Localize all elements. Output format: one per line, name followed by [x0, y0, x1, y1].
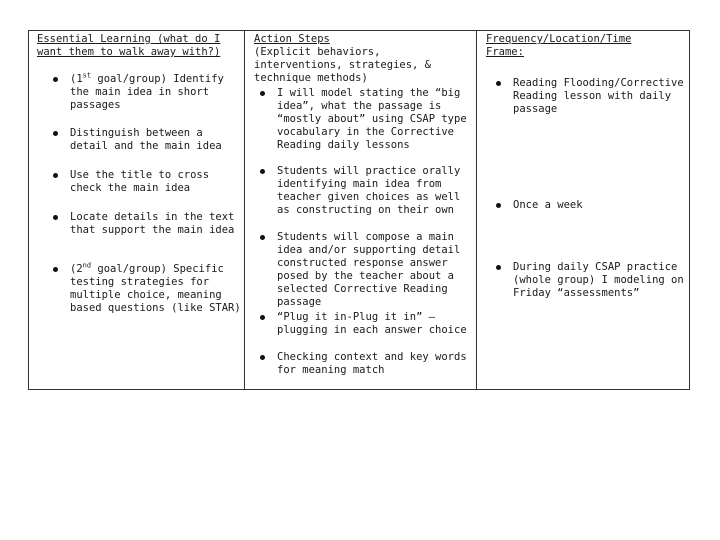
action-steps-column — [246, 31, 477, 389]
list-item-text: Distinguish between a detail and the main idea — [70, 127, 222, 152]
bullet-icon — [260, 91, 265, 96]
list-item — [260, 165, 474, 217]
bullet-icon — [260, 355, 265, 360]
list-item-text: I will model stating the “big idea”, what the passage is “mostly about” using CSAP type vocabulary in the Corrective Reading daily lessons — [277, 87, 467, 151]
bullet-icon — [53, 131, 58, 136]
header-line: want them to walk away with?) — [37, 46, 221, 58]
bullet-icon — [53, 215, 58, 220]
list-item — [53, 127, 243, 153]
list-item — [53, 73, 243, 112]
header-line: Frequency/Location/Time — [486, 33, 632, 45]
bullet-icon — [53, 267, 58, 272]
bullet-icon — [496, 203, 501, 208]
list-item — [260, 351, 474, 377]
list-item-text: Once a week — [513, 199, 583, 211]
list-item — [260, 231, 474, 309]
list-item — [53, 263, 243, 315]
column-header-essential-learning — [29, 31, 244, 59]
bullet-icon — [260, 315, 265, 320]
list-item — [260, 311, 474, 337]
bullet-icon — [260, 169, 265, 174]
list-item-text: Use the title to cross check the main idea — [70, 169, 210, 194]
list-item — [53, 169, 243, 195]
bullet-icon — [496, 265, 501, 270]
list-item-text: During daily CSAP practice (whole group) I modeling on Friday “assessments” — [513, 261, 684, 299]
list-item-text: Students will compose a main idea and/or supporting detail constructed response answer posed by the teacher about a selected Corrective Reading passage — [277, 231, 461, 308]
list-item — [496, 199, 688, 212]
list-item — [260, 87, 474, 152]
list-item-text: Locate details in the text that support the main idea — [70, 211, 235, 236]
header-line: (Explicit behaviors, interventions, strategies, & technique methods) — [254, 46, 432, 84]
column-header-frequency — [478, 31, 689, 59]
bullet-icon — [53, 77, 58, 82]
list-item — [53, 211, 243, 237]
planning-table — [28, 30, 690, 390]
list-item-text: “Plug it in-Plug it in” – plugging in each answer choice — [277, 311, 467, 336]
list-item — [496, 261, 688, 300]
list-item-text: Checking context and key words for meaning match — [277, 351, 467, 376]
header-line: Frame: — [486, 46, 524, 58]
list-item — [496, 77, 688, 116]
list-item-text: (1st goal/group) Identify the main idea in short passages — [70, 71, 224, 111]
bullet-icon — [53, 173, 58, 178]
bullet-icon — [260, 235, 265, 240]
frequency-column — [478, 31, 689, 389]
column-header-action-steps — [246, 31, 476, 85]
bullet-icon — [496, 81, 501, 86]
list-item-text: Reading Flooding/Corrective Reading lesson with daily passage — [513, 77, 684, 115]
list-item-text: Students will practice orally identifying main idea from teacher given choices as well as constructing on their own — [277, 165, 461, 216]
header-line: Action Steps — [254, 33, 330, 45]
essential-learning-column — [29, 31, 245, 389]
header-line: Essential Learning (what do I — [37, 33, 221, 45]
list-item-text: (2nd goal/group) Specific testing strategies for multiple choice, meaning based questions (like STAR) — [70, 261, 241, 314]
